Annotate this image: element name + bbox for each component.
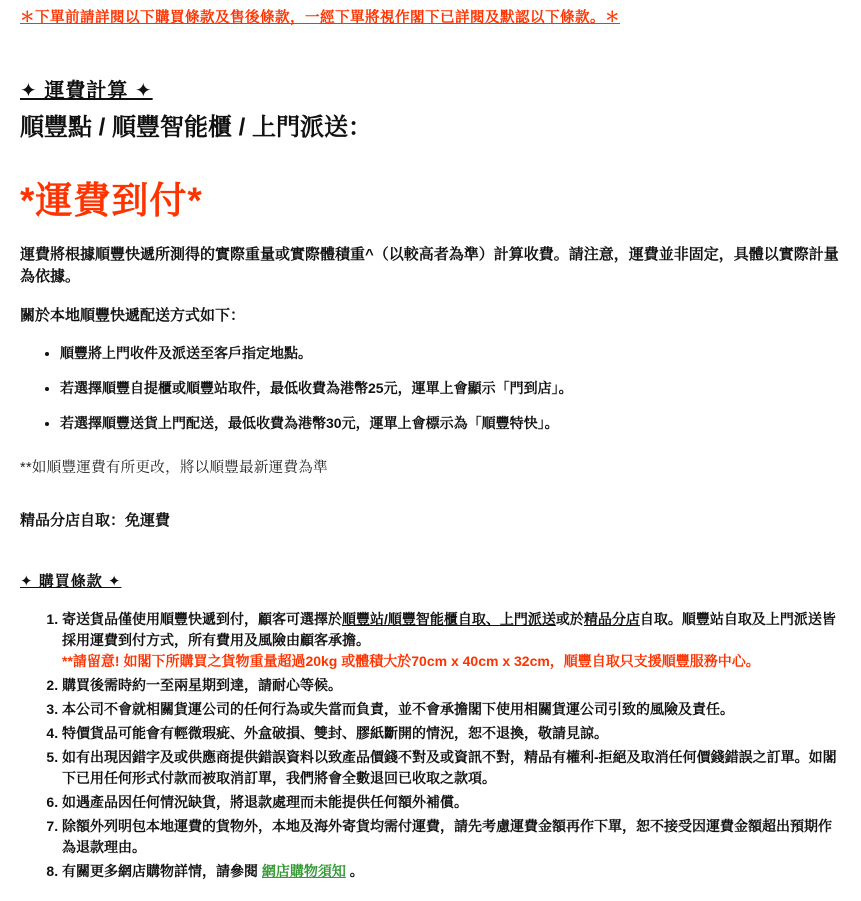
list-item: • 若選擇順豐自提櫃或順豐站取件，最低收費為港幣25元，運單上會顯示「門到店」。 bbox=[60, 378, 841, 398]
term-item-4: 4. 特價貨品可能會有輕微瑕疵、外盒破損、雙封、膠紙斷開的情況，恕不退換，敬請見諒。 bbox=[62, 723, 841, 744]
shop-guide-link[interactable]: 網店購物須知 bbox=[261, 862, 346, 879]
term-item-6: 6. 如遇產品因任何情況缺貨，將退款處理而未能提供任何額外補償。 bbox=[62, 792, 841, 813]
term-1-text: 或於 bbox=[555, 610, 584, 627]
fee-change-note: **如順豐運費有所更改，將以順豐最新運費為準 bbox=[20, 459, 328, 476]
term-1-store-underlined: 精品分店 bbox=[583, 610, 640, 627]
top-warning-banner: ＊下單前請詳閱以下購買條款及售後條款，一經下單將視作閣下已詳閱及默認以下條款。＊ bbox=[20, 10, 620, 26]
term-1-text: 寄送貨品僅使用順豐快遞到付，顧客可選擇於 bbox=[62, 610, 342, 627]
term-item-7: 7. 除額外列明包本地運費的貨物外，本地及海外寄貨均需付運費，請先考慮運費金額再作下單，恕不接受因運費金額超出預期作為退款理由。 bbox=[62, 816, 841, 858]
term-item-2: 2. 購買後需時約一至兩星期到達，請耐心等候。 bbox=[62, 675, 841, 696]
purchase-terms-heading: ✦ 購買條款 ✦ bbox=[20, 572, 122, 590]
list-item: • 順豐將上門收件及派送至客戶指定地點。 bbox=[60, 343, 841, 363]
list-item: • 若選擇順豐送貨上門配送，最低收費為港幣30元，運單上會標示為「順豐特快」。 bbox=[60, 413, 841, 433]
term-8-text: 。 bbox=[345, 862, 364, 879]
delivery-methods-intro: 關於本地順豐快遞配送方式如下： bbox=[20, 306, 246, 324]
purchase-terms-list bbox=[20, 609, 841, 882]
freight-collect-highlight: *運費到付* bbox=[20, 180, 203, 222]
shipping-calc-heading: ✦ 運費計算 ✦ bbox=[20, 80, 153, 103]
term-1-pickup-options-underlined: 順豐站/順豐智能櫃自取、上門派送 bbox=[342, 610, 556, 627]
shipping-methods-subheading: 順豐點 / 順豐智能櫃 / 上門派送： bbox=[20, 114, 373, 142]
term-item-1 bbox=[62, 609, 841, 672]
term-8-text: 有關更多網店購物詳情，請參閱 bbox=[62, 862, 262, 879]
term-item-3: 3. 本公司不會就相關貨運公司的任何行為或失當而負責，並不會承擔閣下使用相關貨運公司引致的風險及責任。 bbox=[62, 699, 841, 720]
term-item-5: 5. 如有出現因錯字及或供應商提供錯誤資料以致產品價錢不對及或資訊不對，精品有權利-拒絕及取消任何價錢錯誤之訂單。如閣下已用任何形式付款而被取消訂單，我們將會全數退回已收取之款項。 bbox=[62, 747, 841, 789]
delivery-methods-list bbox=[20, 343, 841, 434]
term-1-text: 自取。順豐站自取及上門派送皆採用運費到付方式，所有費用及風險由顧客承擔。 bbox=[62, 610, 836, 648]
term-item-8 bbox=[62, 861, 841, 882]
store-pickup-free-shipping: 精品分店自取：免運費 bbox=[20, 511, 171, 529]
term-1-size-weight-warning: **請留意! 如閣下所購買之貨物重量超過20kg 或體積大於70cm x 40cm x 32cm，順豐自取只支援順豐服務中心。 bbox=[62, 652, 760, 669]
fee-calculation-paragraph: 運費將根據順豐快遞所測得的實際重量或實際體積重^（以較高者為準）計算收費。請注意，運費並非固定，具體以實際計量為依據。 bbox=[20, 246, 839, 286]
